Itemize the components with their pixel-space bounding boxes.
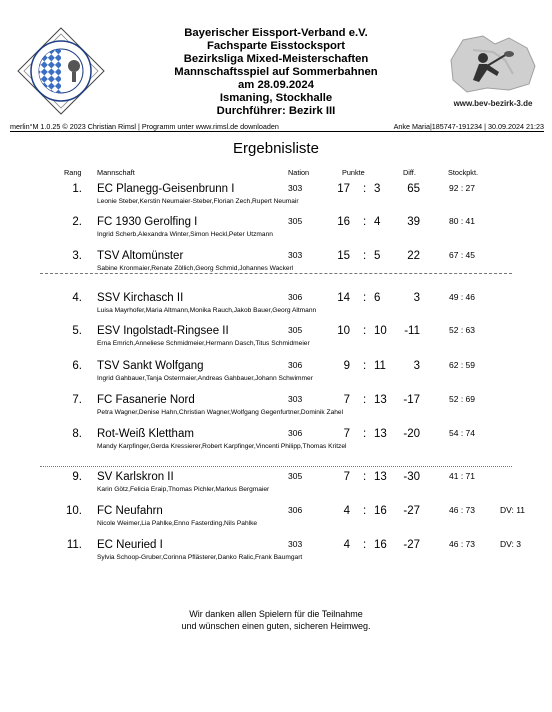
points-won: 15: [337, 250, 350, 262]
difference: -27: [403, 539, 420, 551]
closing-message: [0, 608, 552, 632]
stock-points: 92 : 27: [449, 183, 475, 193]
nation-code: 305: [288, 471, 303, 481]
points-separator: :: [363, 216, 367, 228]
team-name: TSV Altomünster: [97, 250, 184, 262]
points-won: 7: [343, 428, 350, 440]
website-url: www.bev-bezirk-3.de: [453, 99, 533, 108]
team-name: FC Neufahrn: [97, 505, 163, 517]
table-row: [0, 471, 552, 501]
header-line-federation: Bayerischer Eissport-Verband e.V.: [184, 27, 368, 39]
nation-code: 305: [288, 325, 303, 335]
rank: 11.: [66, 539, 82, 551]
stock-points: 52 : 63: [449, 325, 475, 335]
player-list: Mandy Karpfinger,Gerda Kressierer,Robert Karpfinger,Vincenti Philipp,Thomas Kritzel: [97, 443, 347, 450]
difference: 3: [413, 360, 420, 372]
team-name: TSV Sankt Wolfgang: [97, 360, 204, 372]
stock-points: 67 : 45: [449, 250, 475, 260]
table-row: [0, 360, 552, 390]
column-header-rank: Rang: [64, 168, 82, 177]
dv-note: DV: 3: [500, 539, 521, 549]
difference: 39: [407, 216, 420, 228]
table-row: [0, 539, 552, 569]
stock-points: 62 : 59: [449, 360, 475, 370]
player-list: Erna Emrich,Anneliese Schmidmeier,Hermann Dasch,Titus Schmidmeier: [97, 340, 310, 347]
points-separator: :: [363, 539, 367, 551]
print-info: Anke Maria|185747-191234 | 30.09.2024 21:23: [393, 122, 544, 131]
difference: -20: [403, 428, 420, 440]
points-won: 4: [343, 539, 350, 551]
points-separator: :: [363, 428, 367, 440]
points-won: 17: [337, 183, 350, 195]
closing-line-2: und wünschen einen guten, sicheren Heimweg.: [181, 621, 371, 631]
column-header-points: Punkte: [342, 168, 365, 177]
difference: -30: [403, 471, 420, 483]
table-row: [0, 216, 552, 246]
stock-points: 49 : 46: [449, 292, 475, 302]
page-title: Ergebnisliste: [233, 140, 319, 157]
table-row: [0, 505, 552, 535]
dv-note: DV: 11: [500, 505, 526, 515]
nation-code: 303: [288, 539, 303, 549]
team-name: SSV Kirchasch II: [97, 292, 184, 304]
points-lost: 11: [374, 360, 386, 372]
relegation-separator: [40, 466, 512, 467]
nation-code: 306: [288, 505, 303, 515]
column-header-diff: Diff.: [403, 168, 416, 177]
points-lost: 16: [374, 539, 387, 551]
points-lost: 3: [374, 183, 381, 195]
rank: 5.: [72, 325, 82, 337]
points-won: 7: [343, 394, 350, 406]
points-lost: 10: [374, 325, 387, 337]
rank: 9.: [72, 471, 82, 483]
points-separator: :: [363, 183, 367, 195]
table-row: [0, 292, 552, 322]
points-separator: :: [363, 250, 367, 262]
header-line-date: am 28.09.2024: [237, 79, 314, 91]
promotion-separator: [40, 273, 512, 274]
header-line-venue: Ismaning, Stockhalle: [219, 92, 333, 104]
player-list: Karin Götz,Felicia Eraip,Thomas Pichler,Markus Bergmaier: [97, 486, 270, 493]
points-separator: :: [363, 505, 367, 517]
table-row: [0, 325, 552, 355]
rank: 6.: [72, 360, 82, 372]
stock-points: 52 : 69: [449, 394, 475, 404]
difference: 3: [413, 292, 420, 304]
points-lost: 16: [374, 505, 387, 517]
stock-points: 54 : 74: [449, 428, 475, 438]
header-line-event: Mannschaftsspiel auf Sommerbahnen: [174, 66, 378, 78]
difference: -27: [403, 505, 420, 517]
rank: 8.: [72, 428, 82, 440]
points-won: 10: [337, 325, 350, 337]
team-name: FC Fasanerie Nord: [97, 394, 195, 406]
player-list: Sabine Kronmaier,Renate Zöllich,Georg Schmid,Johannes Wackerl: [97, 265, 294, 272]
column-header-stock-points: Stockpkt.: [448, 168, 479, 177]
points-lost: 13: [374, 428, 387, 440]
rank: 4.: [72, 292, 82, 304]
player-list: Ingrid Gahbauer,Tanja Ostermaier,Andreas Gahbauer,Johann Schwimmer: [97, 375, 313, 382]
nation-code: 306: [288, 428, 303, 438]
points-lost: 13: [374, 394, 387, 406]
nation-code: 303: [288, 250, 303, 260]
team-name: ESV Ingolstadt-Ringsee II: [97, 325, 229, 337]
difference: -11: [404, 325, 420, 337]
table-row: [0, 428, 552, 458]
closing-line-1: Wir danken allen Spielern für die Teilnahme: [189, 609, 363, 619]
column-header-nation: Nation: [288, 168, 310, 177]
player-list: Ingrid Scherb,Alexandra Winter,Simon Heckl,Peter Utzmann: [97, 231, 273, 238]
rank: 1.: [72, 183, 82, 195]
points-lost: 6: [374, 292, 381, 304]
points-lost: 13: [374, 471, 387, 483]
points-won: 14: [337, 292, 350, 304]
rank: 10.: [66, 505, 82, 517]
points-won: 4: [343, 505, 350, 517]
points-won: 7: [343, 471, 350, 483]
header-line-organizer: Durchführer: Bezirk III: [216, 105, 336, 117]
stock-points: 46 : 73: [449, 505, 475, 515]
difference: -17: [403, 394, 420, 406]
stock-points: 41 : 71: [449, 471, 475, 481]
difference: 65: [407, 183, 420, 195]
points-lost: 4: [374, 216, 381, 228]
nation-code: 306: [288, 360, 303, 370]
team-name: SV Karlskron II: [97, 471, 174, 483]
team-name: FC 1930 Gerolfing I: [97, 216, 198, 228]
software-credit: merlin°M 1.0.25 © 2023 Christian Rimsl | Programm unter www.rimsl.de downloaden: [10, 122, 279, 131]
player-list: Petra Wagner,Denise Hahn,Christian Wagner,Wolfgang Gegenfurtner,Dominik Zahel: [97, 409, 344, 416]
player-list: Leonie Steber,Kerstin Neumaier-Steber,Florian Zech,Rupert Neumair: [97, 198, 299, 205]
points-separator: :: [363, 394, 367, 406]
team-name: Rot-Weiß Klettham: [97, 428, 194, 440]
points-won: 16: [337, 216, 350, 228]
points-separator: :: [363, 292, 367, 304]
column-header-team: Mannschaft: [97, 168, 135, 177]
nation-code: 305: [288, 216, 303, 226]
points-won: 9: [343, 360, 350, 372]
points-separator: :: [363, 471, 367, 483]
table-row: [0, 183, 552, 213]
nation-code: 306: [288, 292, 303, 302]
points-separator: :: [363, 360, 367, 372]
rank: 7.: [72, 394, 82, 406]
header-line-section: Fachsparte Eisstocksport: [206, 40, 346, 52]
nation-code: 303: [288, 183, 303, 193]
header-line-league: Bezirksliga Mixed-Meisterschaften: [183, 53, 369, 65]
team-name: EC Neuried I: [97, 539, 163, 551]
player-list: Nicole Weimer,Lia Pahlke,Enno Fasterding,Nils Pahlke: [97, 520, 258, 527]
table-row: [0, 394, 552, 424]
difference: 22: [407, 250, 420, 262]
player-list: Luisa Mayrhofer,Maria Altmann,Monika Rauch,Jakob Bauer,Georg Altmann: [97, 307, 317, 314]
stock-points: 80 : 41: [449, 216, 475, 226]
points-lost: 5: [374, 250, 381, 262]
points-separator: :: [363, 325, 367, 337]
nation-code: 303: [288, 394, 303, 404]
team-name: EC Planegg-Geisenbrunn I: [97, 183, 235, 195]
table-row: [0, 250, 552, 280]
rank: 2.: [72, 216, 82, 228]
rank: 3.: [72, 250, 82, 262]
stock-points: 46 : 73: [449, 539, 475, 549]
player-list: Sylvia Schoop-Gruber,Corinna Pflästerer,Danko Ralic,Frank Baumgart: [97, 554, 303, 561]
header-divider: [10, 131, 544, 132]
